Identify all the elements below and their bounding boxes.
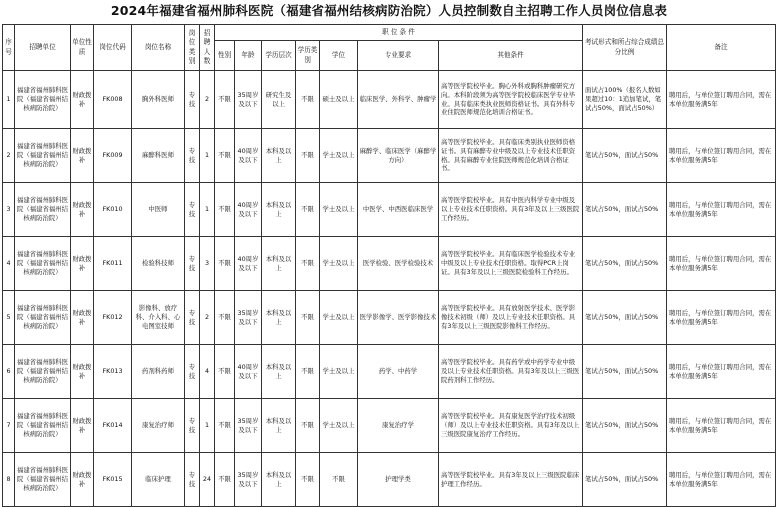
cell-remark: 聘用后，与单位签订聘用合同，需在本单位服务满5年 [667,453,776,507]
cell-category: 专技 [185,129,200,183]
col-header-conditions: 职 位 条 件 [215,25,583,41]
cell-edu-type: 不限 [296,291,320,345]
col-header-major: 专业要求 [358,41,439,71]
cell-remark: 聘用后，与单位签订聘用合同，需在本单位服务满5年 [667,291,776,345]
cell-education: 本科及以上 [262,345,296,399]
cell-remark: 聘用后，与单位签订聘用合同，需在本单位服务满5年 [667,237,776,291]
cell-degree: 学士及以上 [320,183,358,237]
cell-other: 高等医学院校毕业。具有3年及以上三级医院临床护理工作经历。 [439,453,583,507]
cell-edu-type: 不限 [296,129,320,183]
cell-name: 中医师 [132,183,185,237]
cell-gender: 不限 [215,399,235,453]
cell-code: FK010 [94,183,132,237]
cell-name: 麻醉科医师 [132,129,185,183]
cell-name: 康复治疗师 [132,399,185,453]
cell-category: 专技 [185,71,200,129]
cell-degree: 学士及以上 [320,291,358,345]
cell-nature: 财政拨补 [71,129,94,183]
col-header-code: 岗位代码 [94,25,132,71]
cell-exam: 面试占100%（报名人数如果超过10：1追加笔试，笔试占50%，面试占50%） [583,71,667,129]
col-header-remark: 备注 [667,25,776,71]
cell-seq: 7 [3,399,15,453]
cell-nature: 财政拨补 [71,237,94,291]
cell-other: 高等医学院校毕业。具有药学或中药学专业中级及以上专业技术任职资格。具有3年及以上三级医院药剂科工作经历。 [439,345,583,399]
cell-gender: 不限 [215,129,235,183]
cell-edu-type: 不限 [296,183,320,237]
cell-age: 40周岁及以下 [235,345,262,399]
cell-exam: 笔试占50%，面试占50% [583,291,667,345]
cell-other: 高等医学院校毕业。具有放射医学技术、医学影像技术初级（师）及以上专业技术任职资格。具有3年及以上三级医院影像科工作经历。 [439,291,583,345]
cell-unit: 福建省福州肺科医院（福建省福州结核病防治院） [15,71,71,129]
cell-code: FK013 [94,345,132,399]
cell-major: 中医学、中西医临床医学 [358,183,439,237]
cell-education: 本科及以上 [262,291,296,345]
cell-count: 1 [200,399,215,453]
cell-seq: 2 [3,129,15,183]
cell-seq: 6 [3,345,15,399]
cell-category: 专技 [185,453,200,507]
cell-age: 40周岁及以下 [235,183,262,237]
cell-seq: 5 [3,291,15,345]
cell-major: 医学影像学、医学影像技术 [358,291,439,345]
col-header-edu-type: 学历类别 [296,41,320,71]
cell-count: 1 [200,129,215,183]
cell-education: 本科及以上 [262,399,296,453]
cell-count: 4 [200,345,215,399]
col-header-gender: 性别 [215,41,235,71]
col-header-nature: 单位性质 [71,25,94,71]
cell-gender: 不限 [215,345,235,399]
cell-category: 专技 [185,345,200,399]
cell-category: 专技 [185,237,200,291]
cell-degree: 学士及以上 [320,345,358,399]
cell-code: FK012 [94,291,132,345]
cell-code: FK009 [94,129,132,183]
cell-degree: 学士及以上 [320,129,358,183]
cell-code: FK011 [94,237,132,291]
cell-age: 35周岁及以下 [235,399,262,453]
col-header-education: 学历层次 [262,41,296,71]
cell-exam: 笔试占50%，面试占50% [583,453,667,507]
table-row [3,183,776,237]
cell-unit: 福建省福州肺科医院（福建省福州结核病防治院） [15,345,71,399]
cell-gender: 不限 [215,71,235,129]
col-header-count: 招聘人数 [200,25,215,71]
cell-name: 检验科技师 [132,237,185,291]
col-header-name: 岗位名称 [132,25,185,71]
cell-other: 高等医学院校毕业。胸心外科或胸科肿瘤研究方向。本科阶段须为高等医学院校临床医学专业毕业。具有临床类执业医师资格证书。具有外科专业住院医师规范化培训合格证书。 [439,71,583,129]
cell-remark: 聘用后，与单位签订聘用合同，需在本单位服务满5年 [667,129,776,183]
cell-degree: 学士及以上 [320,399,358,453]
cell-exam: 笔试占50%，面试占50% [583,237,667,291]
col-header-category: 岗位类别 [185,25,200,71]
cell-education: 本科及以上 [262,453,296,507]
cell-category: 专技 [185,291,200,345]
cell-education: 本科及以上 [262,183,296,237]
cell-name: 临床护理 [132,453,185,507]
cell-unit: 福建省福州肺科医院（福建省福州结核病防治院） [15,399,71,453]
table-row [3,399,776,453]
cell-unit: 福建省福州肺科医院（福建省福州结核病防治院） [15,129,71,183]
cell-gender: 不限 [215,453,235,507]
cell-name: 胸外科医师 [132,71,185,129]
cell-edu-type: 不限 [296,237,320,291]
col-header-degree: 学位 [320,41,358,71]
cell-remark: 聘用后，与单位签订聘用合同，需在本单位服务满5年 [667,183,776,237]
table-row [3,71,776,129]
cell-category: 专技 [185,183,200,237]
col-header-other: 其他条件 [439,41,583,71]
cell-seq: 3 [3,183,15,237]
table-row [3,345,776,399]
cell-code: FK015 [94,453,132,507]
table-row [3,453,776,507]
cell-nature: 财政拨补 [71,291,94,345]
cell-age: 40周岁及以下 [235,129,262,183]
cell-exam: 笔试占50%，面试占50% [583,183,667,237]
cell-seq: 8 [3,453,15,507]
cell-nature: 财政拨补 [71,399,94,453]
cell-category: 专技 [185,399,200,453]
cell-edu-type: 不限 [296,71,320,129]
cell-major: 药学、中药学 [358,345,439,399]
cell-nature: 财政拨补 [71,183,94,237]
cell-edu-type: 不限 [296,345,320,399]
cell-gender: 不限 [215,237,235,291]
cell-seq: 1 [3,71,15,129]
cell-education: 本科及以上 [262,237,296,291]
cell-remark: 聘用后，与单位签订聘用合同，需在本单位服务满5年 [667,399,776,453]
table-row [3,291,776,345]
cell-exam: 笔试占50%，面试占50% [583,129,667,183]
cell-major: 康复治疗学 [358,399,439,453]
header-row-1 [3,25,776,41]
cell-age: 35周岁及以下 [235,291,262,345]
page-title: 2024年福建省福州肺科医院（福建省福州结核病防治院）人员控制数自主招聘工作人员岗位信息表 [110,3,668,18]
cell-degree: 硕士及以上 [320,71,358,129]
cell-other: 高等医学院校毕业。具有临床医学检验技术专业中级及以上专业技术任职资格。取得PCR上岗证。具有3年及以上三级医院检验科工作经历。 [439,237,583,291]
col-header-age: 年龄 [235,41,262,71]
cell-major: 麻醉学、临床医学（麻醉学方向） [358,129,439,183]
cell-name: 影像科、放疗科、介入科、心电图室技师 [132,291,185,345]
cell-unit: 福建省福州肺科医院（福建省福州结核病防治院） [15,237,71,291]
cell-count: 24 [200,453,215,507]
cell-unit: 福建省福州肺科医院（福建省福州结核病防治院） [15,291,71,345]
cell-edu-type: 不限 [296,399,320,453]
cell-degree: 不限 [320,453,358,507]
cell-education: 研究生及以上 [262,71,296,129]
cell-major: 护理学类 [358,453,439,507]
cell-remark: 聘用后，与单位签订聘用合同，需在本单位服务满5年 [667,345,776,399]
col-header-unit: 招聘单位 [15,25,71,71]
cell-unit: 福建省福州肺科医院（福建省福州结核病防治院） [15,183,71,237]
cell-code: FK008 [94,71,132,129]
cell-nature: 财政拨补 [71,71,94,129]
cell-major: 临床医学、外科学、肿瘤学 [358,71,439,129]
positions-table [2,24,776,507]
cell-code: FK014 [94,399,132,453]
cell-other: 高等医学院校毕业。具有临床类别执业医师资格证书。具有麻醉专业中级及以上专业技术任职资格。具有麻醉专业住院医师规范化培训合格证书。 [439,129,583,183]
cell-age: 40周岁及以下 [235,237,262,291]
col-header-exam: 考试形式和所占综合成绩总分比例 [583,25,667,71]
cell-count: 2 [200,291,215,345]
table-row [3,237,776,291]
cell-degree: 学士及以上 [320,237,358,291]
cell-exam: 笔试占50%，面试占50% [583,399,667,453]
col-header-seq: 序号 [3,25,15,71]
cell-gender: 不限 [215,183,235,237]
cell-major: 医学检验、医学检验技术 [358,237,439,291]
cell-gender: 不限 [215,291,235,345]
cell-exam: 笔试占50%，面试占50% [583,345,667,399]
cell-age: 35周岁及以下 [235,71,262,129]
cell-other: 高等医学院校毕业。具有康复医学治疗技术初级（师）及以上专业技术任职资格。具有3年及以上三级医院康复治疗工作经历。 [439,399,583,453]
cell-nature: 财政拨补 [71,345,94,399]
cell-count: 3 [200,237,215,291]
cell-other: 高等医学院校毕业。具有中医内科学专业中级及以上专业技术任职资格。具有3年及以上三级医院工作经历。 [439,183,583,237]
cell-count: 2 [200,71,215,129]
cell-remark: 聘用后，与单位签订聘用合同，需在本单位服务满5年 [667,71,776,129]
cell-seq: 4 [3,237,15,291]
cell-unit: 福建省福州肺科医院（福建省福州结核病防治院） [15,453,71,507]
cell-edu-type: 不限 [296,453,320,507]
cell-education: 本科及以上 [262,129,296,183]
cell-age: 35周岁及以下 [235,453,262,507]
table-row [3,129,776,183]
cell-count: 1 [200,183,215,237]
cell-nature: 财政拨补 [71,453,94,507]
cell-name: 药剂科药师 [132,345,185,399]
